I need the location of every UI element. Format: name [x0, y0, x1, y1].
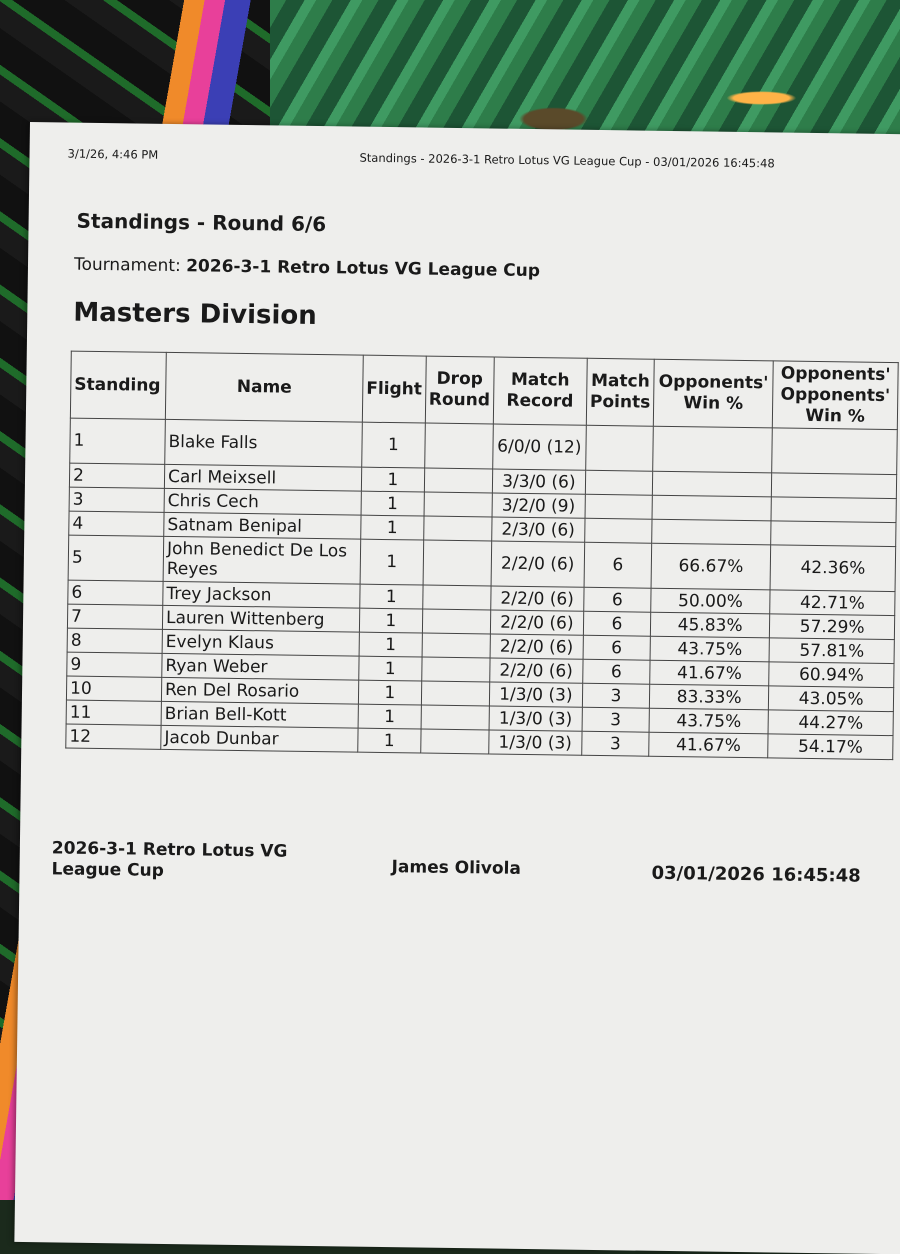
cell-record: 2/2/0 (6): [491, 541, 585, 587]
cell-flight: 1: [358, 704, 421, 729]
cell-record: 2/2/0 (6): [491, 586, 584, 611]
cell-name: Brian Bell-Kott: [161, 701, 358, 728]
cell-opp-win: 41.67%: [650, 660, 769, 686]
cell-opp-win: [653, 426, 773, 473]
standings-table: [65, 351, 899, 761]
cell-drop: [424, 492, 492, 517]
page-title: Standings - Round 6/6: [76, 208, 327, 237]
cell-opp-win: 50.00%: [651, 588, 770, 614]
cell-flight: 1: [358, 728, 421, 753]
cell-opp-win: [652, 519, 771, 545]
cell-flight: 1: [359, 632, 422, 657]
cell-points: [584, 518, 652, 543]
cell-flight: 1: [358, 680, 421, 705]
cell-flight: 1: [359, 608, 422, 633]
cell-standing: 7: [67, 604, 162, 629]
standings-printout: [14, 122, 900, 1254]
cell-standing: 3: [69, 487, 164, 512]
cell-name: Blake Falls: [165, 419, 363, 467]
cell-name: Jacob Dunbar: [161, 725, 358, 752]
cell-name: Satnam Benipal: [164, 512, 361, 539]
cell-standing: 11: [66, 700, 161, 725]
division-title: Masters Division: [73, 297, 317, 332]
cell-standing: 12: [66, 724, 161, 749]
cell-opp-opp-win: 44.27%: [768, 710, 893, 736]
cell-opp-opp-win: 43.05%: [768, 686, 893, 712]
cell-points: 6: [583, 635, 651, 660]
cell-record: 1/3/0 (3): [489, 706, 582, 731]
header-opponents-opponents-win: Opponents' Opponents' Win %: [772, 361, 898, 430]
cell-opp-opp-win: 57.81%: [769, 638, 894, 664]
cell-standing: 6: [68, 580, 163, 605]
cell-standing: 9: [67, 652, 162, 677]
cell-flight: 1: [361, 467, 424, 492]
cell-record: 6/0/0 (12): [493, 424, 587, 470]
cell-points: 6: [584, 587, 652, 612]
cell-opp-opp-win: 57.29%: [769, 614, 894, 640]
cell-opp-win: 45.83%: [651, 612, 770, 638]
cell-record: 3/3/0 (6): [492, 469, 585, 494]
cell-flight: 1: [360, 584, 423, 609]
header-flight: Flight: [362, 355, 426, 423]
cell-points: [585, 494, 653, 519]
cell-name: Trey Jackson: [163, 581, 360, 608]
cell-drop: [421, 657, 489, 682]
cell-name: Evelyn Klaus: [162, 629, 359, 656]
header-match-points: Match Points: [586, 358, 654, 426]
cell-points: 6: [584, 542, 652, 588]
cell-opp-opp-win: 42.36%: [770, 545, 896, 592]
cell-record: 2/2/0 (6): [490, 634, 583, 659]
cell-opp-opp-win: 54.17%: [768, 734, 893, 760]
cell-opp-opp-win: [771, 497, 896, 523]
cell-drop: [422, 633, 490, 658]
cell-points: [585, 470, 653, 495]
cell-points: 3: [582, 707, 650, 732]
cell-points: 6: [583, 659, 651, 684]
cell-points: 3: [582, 683, 650, 708]
cell-name: Carl Meixsell: [164, 464, 361, 491]
cell-flight: 1: [362, 422, 425, 468]
cell-drop: [424, 468, 492, 493]
cell-opp-win: 83.33%: [650, 684, 769, 710]
cell-flight: 1: [361, 515, 424, 540]
cell-opp-win: 41.67%: [649, 732, 768, 758]
tournament-name: 2026-3-1 Retro Lotus VG League Cup: [186, 256, 541, 282]
cell-points: [586, 425, 654, 471]
cell-standing: 5: [68, 535, 164, 581]
cell-drop: [420, 729, 488, 754]
cell-drop: [422, 609, 490, 634]
cell-drop: [421, 705, 489, 730]
header-opponents-win: Opponents' Win %: [653, 359, 773, 428]
playmat-background-top: [270, 0, 900, 140]
cell-standing: 2: [69, 463, 164, 488]
cell-opp-opp-win: [772, 428, 898, 475]
footer-event-name: 2026-3-1 Retro Lotus VG League Cup: [51, 838, 288, 881]
header-name: Name: [165, 352, 363, 422]
cell-name: Ryan Weber: [162, 653, 359, 680]
print-page-title: Standings - 2026-3-1 Retro Lotus VG League Cup - 03/01/2026 16:45:48: [359, 150, 775, 171]
footer-organizer: James Olivola: [391, 857, 522, 879]
cell-points: 6: [583, 611, 651, 636]
cell-record: 2/2/0 (6): [490, 658, 583, 683]
header-standing: Standing: [70, 351, 166, 419]
cell-name: Ren Del Rosario: [161, 677, 358, 704]
cell-opp-opp-win: 60.94%: [769, 662, 894, 688]
cell-name: Lauren Wittenberg: [162, 605, 359, 632]
cell-opp-win: 66.67%: [651, 543, 771, 590]
cell-opp-win: [652, 471, 771, 497]
cell-standing: 4: [69, 511, 164, 536]
cell-opp-win: [652, 495, 771, 521]
cell-record: 3/2/0 (9): [492, 493, 585, 518]
header-drop-round: Drop Round: [425, 356, 494, 424]
cell-flight: 1: [359, 656, 422, 681]
cell-opp-opp-win: [771, 521, 896, 547]
cell-points: 3: [582, 731, 650, 756]
cell-flight: 1: [360, 539, 423, 585]
cell-record: 2/2/0 (6): [490, 610, 583, 635]
tournament-label: Tournament:: [73, 254, 181, 277]
cell-drop: [423, 540, 492, 586]
cell-opp-win: 43.75%: [649, 708, 768, 734]
cell-drop: [421, 681, 489, 706]
cell-standing: 8: [67, 628, 162, 653]
cell-opp-opp-win: 42.71%: [770, 590, 895, 616]
footer-timestamp: 03/01/2026 16:45:48: [651, 862, 861, 887]
cell-record: 1/3/0 (3): [489, 730, 582, 755]
cell-record: 1/3/0 (3): [489, 682, 582, 707]
tournament-line: [74, 255, 540, 282]
cell-flight: 1: [361, 491, 424, 516]
cell-drop: [423, 516, 491, 541]
table-header-row: [70, 351, 898, 430]
cell-drop: [422, 585, 490, 610]
cell-record: 2/3/0 (6): [492, 517, 585, 542]
cell-opp-win: 43.75%: [650, 636, 769, 662]
cell-name: John Benedict De Los Reyes: [163, 536, 361, 584]
cell-name: Chris Cech: [164, 488, 361, 515]
cell-standing: 10: [66, 676, 161, 701]
cell-opp-opp-win: [771, 473, 896, 499]
header-match-record: Match Record: [493, 357, 587, 425]
print-date: 3/1/26, 4:46 PM: [67, 146, 159, 162]
cell-standing: 1: [70, 418, 166, 464]
cell-drop: [424, 423, 493, 469]
